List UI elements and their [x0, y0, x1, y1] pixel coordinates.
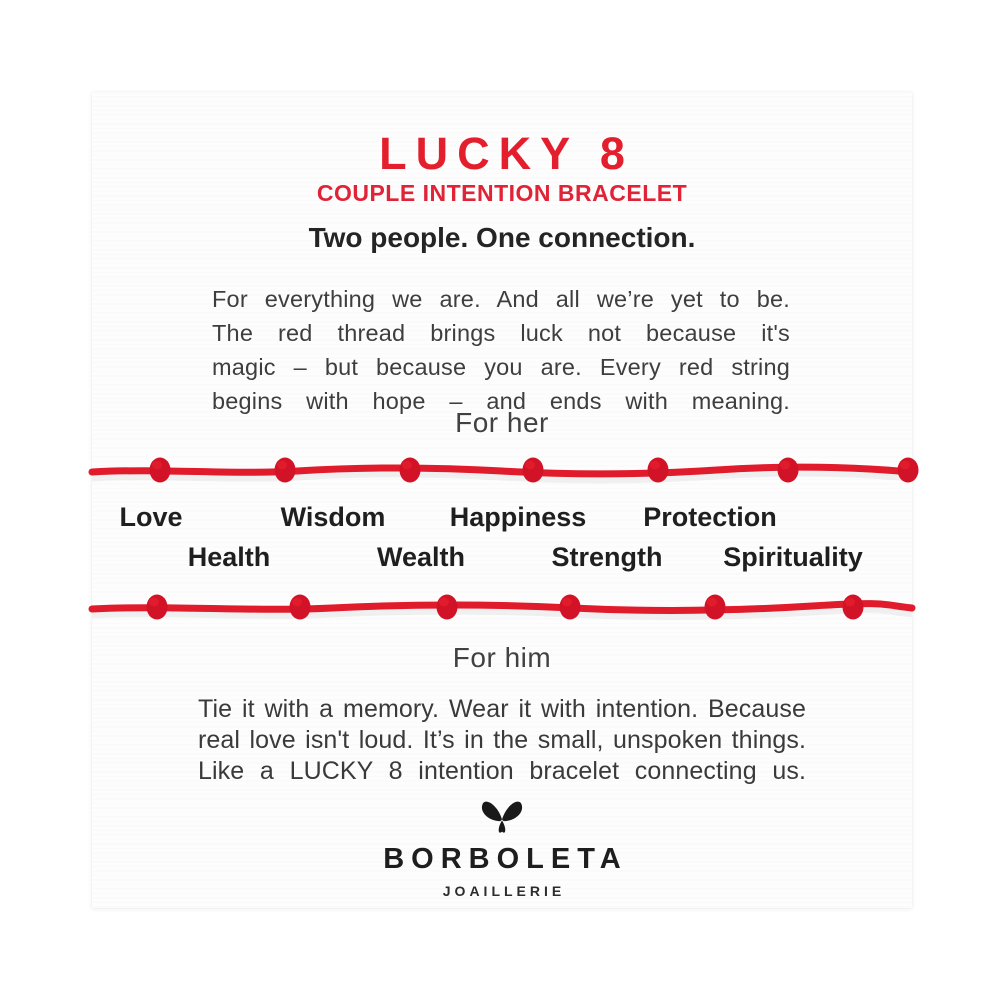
intro-line: For everything we are. And all we’re yet to be.	[212, 286, 790, 312]
intro-line: The red thread brings luck not because it's	[212, 320, 790, 346]
intention-word: Spirituality	[723, 542, 863, 572]
intention-word: Health	[187, 542, 271, 572]
brand-name: BORBOLETA	[383, 843, 628, 875]
for-him-label: For him	[452, 642, 552, 673]
intention-word: Protection	[643, 502, 777, 532]
red-string-bracelet-her	[92, 454, 912, 488]
intention-word: Strength	[551, 542, 663, 572]
intention-word: Happiness	[449, 502, 587, 532]
intention-word: Love	[119, 502, 183, 532]
intention-card	[92, 92, 912, 908]
brand-logo-block	[92, 796, 912, 899]
outro-line: Like a LUCKY 8 intention bracelet connecting us.	[198, 757, 806, 785]
product-tagline: Two people. One connection.	[308, 222, 696, 253]
for-her-label: For her	[455, 407, 549, 438]
intro-line: magic – but because you are. Every red string	[212, 354, 790, 380]
intention-word: Wealth	[376, 542, 466, 572]
outro-line: Tie it with a memory. Wear it with intention. Because	[198, 695, 806, 723]
outro-line: real love isn't loud. It’s in the small, unspoken things.	[198, 726, 806, 754]
product-subtitle: COUPLE INTENTION BRACELET	[316, 180, 688, 206]
red-string-bracelet-him	[92, 591, 912, 625]
brand-subtitle: JOAILLERIE	[442, 883, 566, 899]
outro-paragraph	[198, 694, 806, 787]
intention-word: Wisdom	[280, 502, 386, 532]
product-title: LUCKY 8	[379, 128, 634, 179]
intro-line: begins with hope – and ends with meaning.	[212, 388, 790, 414]
intro-paragraph	[212, 282, 790, 418]
butterfly-icon	[477, 796, 527, 838]
